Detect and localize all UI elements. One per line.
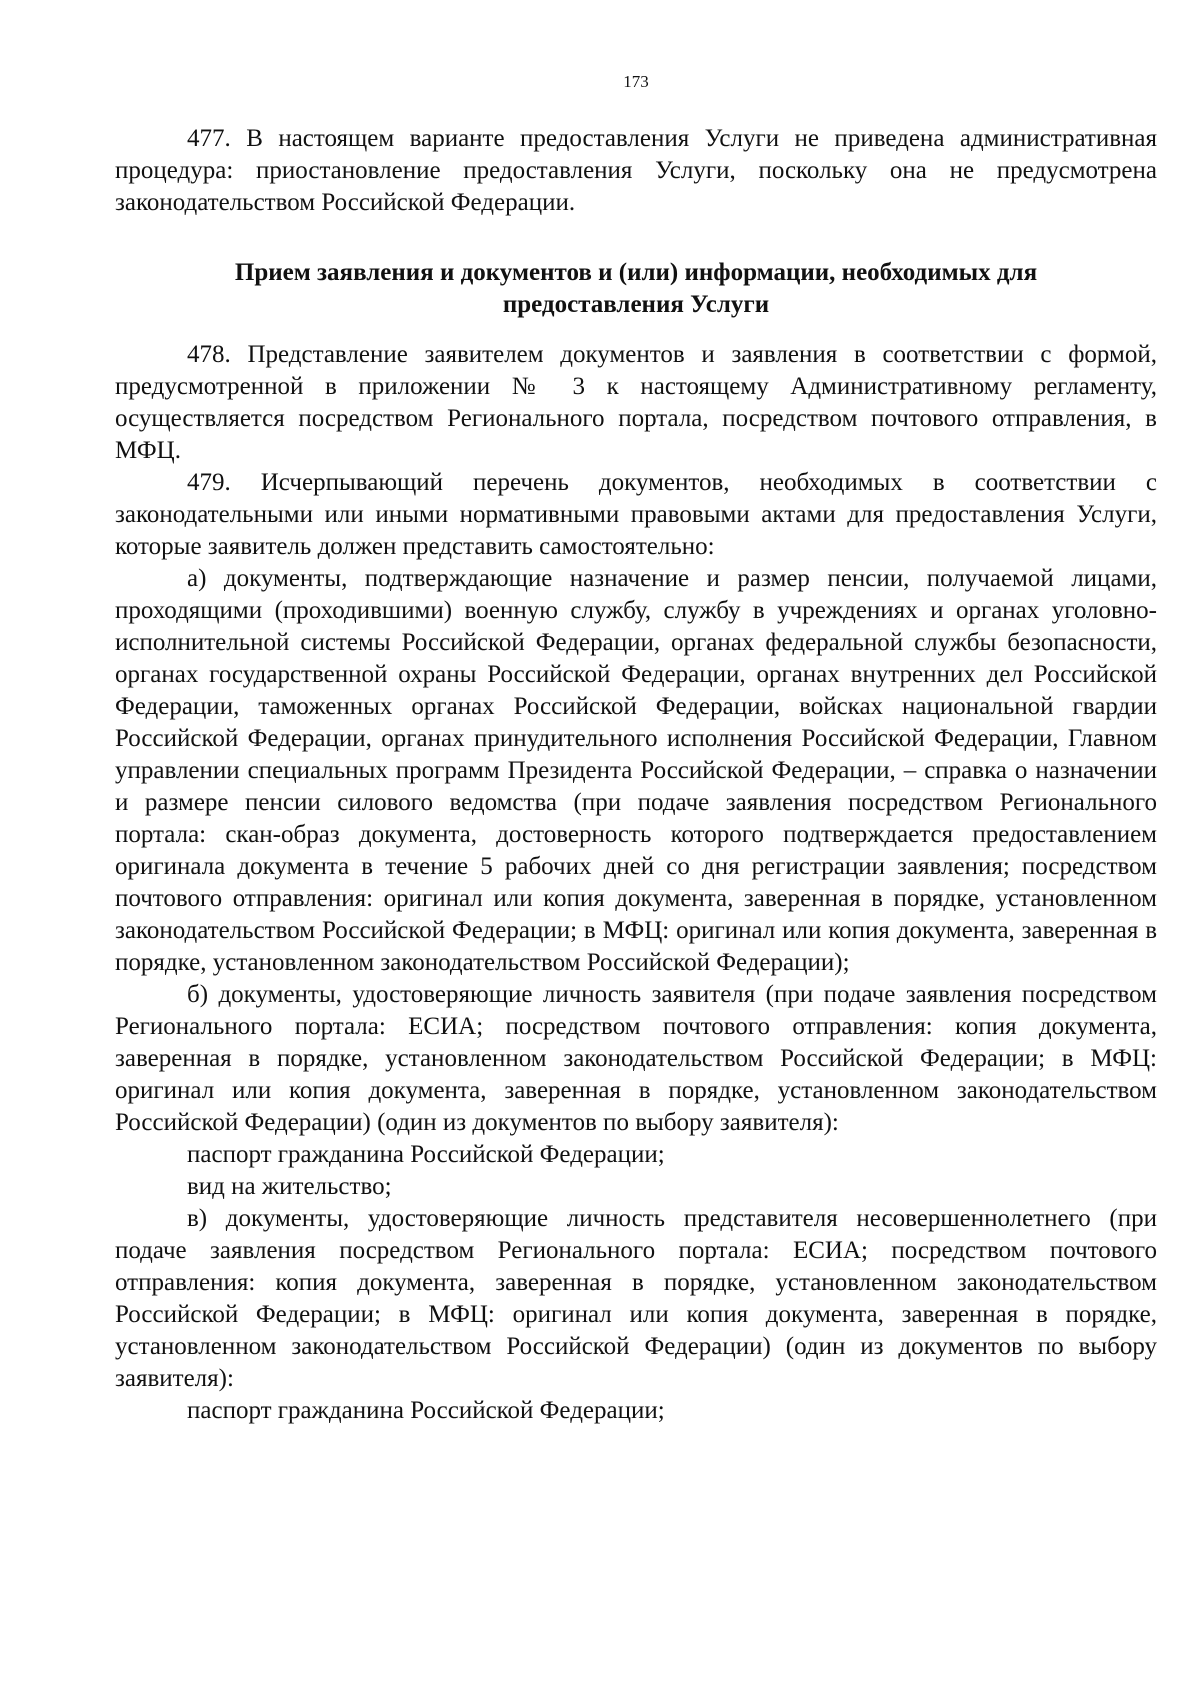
page-number: 173	[623, 72, 649, 91]
document-option-passport: паспорт гражданина Российской Федерации;	[187, 1141, 665, 1168]
document-option-residence-permit: вид на жительство;	[187, 1173, 392, 1200]
paragraph-477: 477. В настоящем варианте предоставления Услуги не приведена административная процедура: приостановление предоставления Услуги, поскольку она не предусмотрена законодательством Российской Федерации.	[115, 125, 1157, 216]
list-item-b: б) документы, удостоверяющие личность заявителя (при подаче заявления посредством Регионального портала: ЕСИА; посредством почтового отправления: копия документа, заверенная в порядке, установленном законодательством Российской Федерации; в МФЦ: оригинал или копия документа, заверенная в порядке, установленном законодательством Российской Федерации) (один из документов по выбору заявителя):	[115, 981, 1157, 1136]
list-item-v: в) документы, удостоверяющие личность представителя несовершеннолетнего (при подаче заявления посредством Регионального портала: ЕСИА; посредством почтового отправления: копия документа, заверенная в порядке, установленном законодательством Российской Федерации; в МФЦ: оригинал или копия документа, заверенная в порядке, установленном законодательством Российской Федерации) (один из документов по выбору заявителя):	[115, 1205, 1157, 1392]
section-heading: Прием заявления и документов и (или) информации, необходимых для предоставления Услуги	[234, 259, 1038, 318]
document-body	[115, 123, 1157, 1427]
paragraph-478: 478. Представление заявителем документов и заявления в соответствии с формой, предусмотренной в приложении № 3 к настоящему Административному регламенту, осуществляется посредством Регионального портала, посредством почтового отправления, в МФЦ.	[115, 341, 1157, 464]
document-option-passport-representative: паспорт гражданина Российской Федерации;	[187, 1397, 665, 1424]
paragraph-479: 479. Исчерпывающий перечень документов, необходимых в соответствии с законодательными или иными нормативными правовыми актами для предоставления Услуги, которые заявитель должен представить самостоятельно:	[115, 469, 1157, 560]
list-item-a: а) документы, подтверждающие назначение и размер пенсии, получаемой лицами, проходящими (проходившими) военную службу, службу в учреждениях и органах уголовно-исполнительной системы Российской Федерации, органах федеральной службы безопасности, органах государственной охраны Российской Федерации, органах внутренних дел Российской Федерации, таможенных органах Российской Федерации, войсках национальной гвардии Российской Федерации, органах принудительного исполнения Российской Федерации, Главном управлении специальных программ Президента Российской Федерации, – справка о назначении и размере пенсии силового ведомства (при подаче заявления посредством Регионального портала: скан-образ документа, достоверность которого подтверждается предоставлением оригинала документа в течение 5 рабочих дней со дня регистрации заявления; посредством почтового отправления: оригинал или копия документа, заверенная в порядке, установленном законодательством Российской Федерации; в МФЦ: оригинал или копия документа, заверенная в порядке, установленном законодательством Российской Федерации);	[115, 565, 1157, 976]
